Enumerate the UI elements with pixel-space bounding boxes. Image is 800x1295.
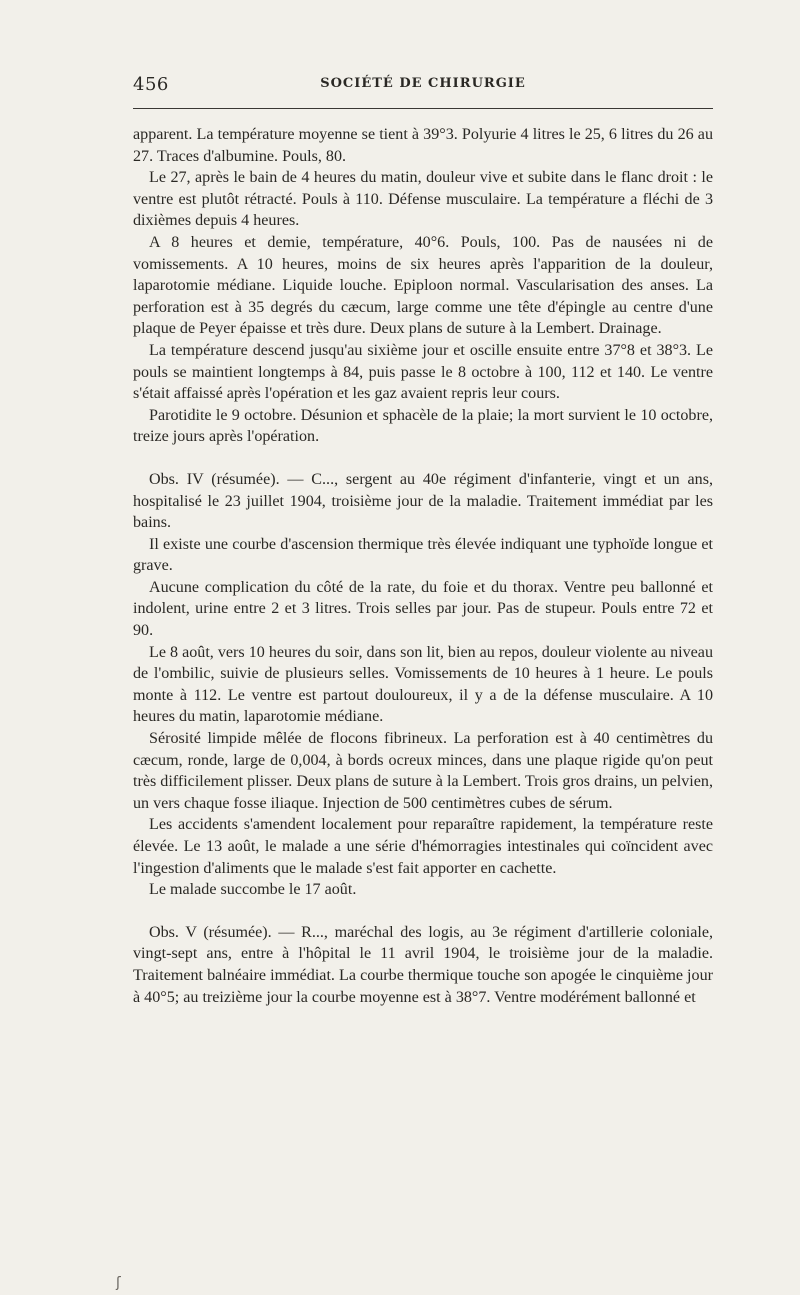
body-text xyxy=(133,124,713,1008)
paragraph: Aucune complication du côté de la rate, du foie et du thorax. Ventre peu ballonné et indolent, urine entre 2 et 3 litres. Trois selles par jour. Pas de stupeur. Pouls entre 72 et 90. xyxy=(133,578,713,640)
paragraph: La température descend jusqu'au sixième jour et oscille ensuite entre 37°8 et 38°3. Le pouls se maintient longtemps à 84, puis passe le 8 octobre à 100, 112 et 140. Le ventre s'était affaissé après l'opération et les gaz avaient repris leur cours. xyxy=(133,341,713,403)
observation-heading-paragraph: Obs. V (résumée). — R..., maréchal des logis, au 3e régiment d'artillerie coloniale, vingt-sept ans, entre à l'hôpital le 11 avril 1904, le troisième jour de la maladie. Traitement balnéaire immédiat. La courbe thermique touche son apogée le cinquième jour à 40°5; au treizième jour la courbe moyenne est à 38°7. Ventre modérément ballonné et xyxy=(133,923,713,1006)
paragraph: Il existe une courbe d'ascension thermique très élevée indiquant une typhoïde longue et grave. xyxy=(133,535,713,575)
page-number: 456 xyxy=(133,74,169,95)
paragraph: Le 27, après le bain de 4 heures du matin, douleur vive et subite dans le flanc droit : le ventre est plutôt rétracté. Pouls à 110. Défense musculaire. La température a fléchi de 3 dixièmes depuis 4 heures. xyxy=(133,169,713,230)
stray-mark-icon: ʃ xyxy=(116,1275,121,1291)
paragraph: Sérosité limpide mêlée de flocons fibrineux. La perforation est à 40 centimètres du cæcum, ronde, large de 0,004, à bords ocreux minces, dans une plaque rigide qu'on peut très difficilement plisser. Deux plans de suture à la Lembert. Trois gros drains, un pelvien, un vers chaque fosse iliaque. Injection de 500 centimètres cubes de sérum. xyxy=(133,730,713,812)
paragraph: Le 8 août, vers 10 heures du soir, dans son lit, bien au repos, douleur violente au niveau de l'ombilic, suivie de plusieurs selles. Vomissements de 10 heures à 1 heure. Le pouls monte à 112. Le ventre est partout douloureux, il y a de la défense musculaire. A 10 heures du matin, laparotomie médiane. xyxy=(133,643,713,726)
paragraph: apparent. La température moyenne se tient à 39°3. Polyurie 4 litres le 25, 6 litres du 26 au 27. Traces d'albumine. Pouls, 80. xyxy=(133,126,713,165)
observation-heading-paragraph: Obs. IV (résumée). — C..., sergent au 40e régiment d'infanterie, vingt et un ans, hospitalisé le 23 juillet 1904, troisième jour de la maladie. Traitement immédiat par les bains. xyxy=(133,470,713,532)
paragraph: Parotidite le 9 octobre. Désunion et sphacèle de la plaie; la mort survient le 10 octobre, treize jours après l'opération. xyxy=(133,406,713,446)
paragraph: A 8 heures et demie, température, 40°6. Pouls, 100. Pas de nausées ni de vomissements. A 10 heures, moins de six heures après l'apparition de la douleur, laparotomie médiane. Liquide louche. Epiploon normal. Vascularisation des anses. La perforation est à 35 degrés du cæcum, large comme une tête d'épingle au centre d'une plaque de Peyer épaisse et très dure. Deux plans de suture à la Lembert. Drainage. xyxy=(133,233,713,338)
paragraph: Les accidents s'amendent localement pour reparaître rapidement, la température reste élevée. Le 13 août, le malade a une série d'hémorragies intestinales qui coïncident avec l'ingestion d'aliments que le malade s'est fait apporter en cachette. xyxy=(133,816,713,877)
paragraph: Le malade succombe le 17 août. xyxy=(149,881,357,899)
page-header xyxy=(133,70,713,100)
running-title: SOCIÉTÉ DE CHIRURGIE xyxy=(320,76,526,91)
header-rule xyxy=(133,108,713,109)
